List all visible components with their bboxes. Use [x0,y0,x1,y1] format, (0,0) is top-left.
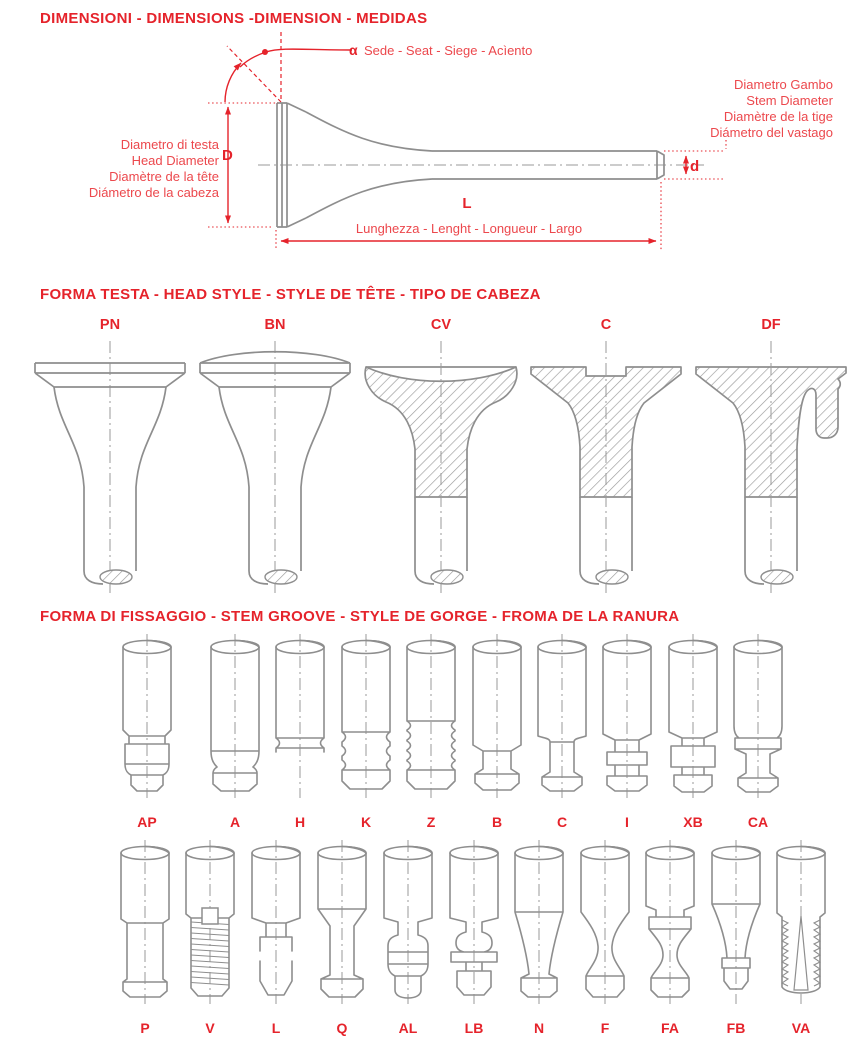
head-style-section-title: FORMA TESTA - HEAD STYLE - STYLE DE TÊTE - TIPO DE CABEZA [40,286,541,303]
stem-groove-code-A: A [229,814,241,830]
svg-text:Stem Diameter: Stem Diameter [746,93,833,108]
stem-groove-code-CA: CA [747,814,769,830]
stem-drawing-I [595,634,659,802]
seat-label: Sede - Seat - Siege - Acìento [364,43,533,58]
stem-groove-code-FB: FB [726,1020,746,1036]
stem-groove-item-VA [769,840,833,1036]
stem-groove-item-LB [442,840,506,1036]
stem-groove-code-L: L [271,1020,281,1036]
stem-drawing-V [178,840,242,1008]
dim-d: d [690,158,700,175]
stem-drawing-Q [310,840,374,1008]
alpha-symbol: α [349,42,358,58]
head-style-drawing-PN [27,339,193,595]
stem-groove-code-F: F [600,1020,610,1036]
stem-groove-code-C: C [556,814,568,830]
svg-text:Diámetro de la cabeza: Diámetro de la cabeza [88,185,219,200]
stem-groove-item-K [334,634,398,830]
stem-groove-item-Z [399,634,463,830]
stem-groove-item-C [530,634,594,830]
seat-angle-dot [262,49,268,55]
stem-groove-item-P [113,840,177,1036]
stem-drawing-P [113,840,177,1008]
stem-groove-item-H [268,634,332,830]
stem-groove-code-AP: AP [137,814,157,830]
stem-drawing-XB [661,634,725,802]
stem-groove-item-F [573,840,637,1036]
head-style-code-C: C [600,317,612,333]
dimensions-section-title: DIMENSIONI - DIMENSIONS -DIMENSION - MEDIDAS [40,10,428,27]
stem-drawing-LB [442,840,506,1008]
head-style-drawing-CV [358,339,524,595]
stem-drawing-C [530,634,594,802]
stem-drawing-H [268,634,332,802]
head-style-drawing-DF [688,339,854,595]
head-style-code-PN: PN [99,317,121,333]
svg-text:Diámetro del vastago: Diámetro del vastago [710,125,833,140]
stem-drawing-B [465,634,529,802]
dim-L: L [462,195,472,212]
stem-groove-code-P: P [140,1020,150,1036]
stem-drawing-F [573,840,637,1008]
stem-drawing-FA [638,840,702,1008]
dim-D: D [222,147,233,164]
stem-drawing-AL [376,840,440,1008]
stem-groove-item-B [465,634,529,830]
stem-groove-code-XB: XB [683,814,703,830]
stem-drawing-L [244,840,308,1008]
stem-groove-code-H: H [294,814,306,830]
head-style-drawing-BN [192,339,358,595]
valve-dimension-diagram [0,0,860,268]
stem-groove-item-CA [726,634,790,830]
head-style-code-BN: BN [264,317,286,333]
length-dimension [276,182,661,250]
stem-groove-code-VA: VA [791,1020,811,1036]
stem-groove-code-AL: AL [398,1020,418,1036]
stem-groove-item-FB [704,840,768,1036]
svg-text:Diametro Gambo: Diametro Gambo [734,77,833,92]
stem-groove-code-LB: LB [464,1020,484,1036]
stem-groove-code-N: N [533,1020,545,1036]
stem-groove-item-N [507,840,571,1036]
stem-groove-code-K: K [360,814,372,830]
stem-drawing-A [203,634,267,802]
head-style-drawing-C [523,339,689,595]
stem-groove-item-Q [310,840,374,1036]
head-style-code-CV: CV [430,317,452,333]
stem-drawing-VA [769,840,833,1008]
stem-groove-code-B: B [491,814,503,830]
stem-groove-code-FA: FA [661,1020,679,1036]
stem-groove-item-V [178,840,242,1036]
stem-groove-code-V: V [205,1020,215,1036]
length-label: Lunghezza - Lenght - Longueur - Largo [355,221,583,236]
svg-text:Diamètre de la tête: Diamètre de la tête [109,169,219,184]
stem-groove-item-A [203,634,267,830]
stem-drawing-K [334,634,398,802]
head-style-code-DF: DF [761,317,781,333]
stem-groove-code-Q: Q [336,1020,348,1036]
stem-drawing-N [507,840,571,1008]
stem-groove-section-title: FORMA DI FISSAGGIO - STEM GROOVE - STYLE DE GORGE - FROMA DE LA RANURA [40,608,680,625]
svg-text:Diamètre de la tige: Diamètre de la tige [723,109,833,124]
seat-angle-construction [225,32,352,102]
stem-groove-code-Z: Z [426,814,436,830]
stem-groove-item-AP [115,634,179,830]
stem-diameter-label [710,77,834,140]
stem-groove-item-XB [661,634,725,830]
stem-drawing-FB [704,840,768,1008]
stem-groove-code-I: I [625,814,629,830]
svg-text:Head Diameter: Head Diameter [131,153,219,168]
stem-drawing-Z [399,634,463,802]
svg-text:Diametro di testa: Diametro di testa [120,137,219,152]
head-diameter-label [89,137,220,200]
stem-drawing-AP [115,634,179,802]
stem-groove-item-I [595,634,659,830]
stem-groove-item-FA [638,840,702,1036]
stem-groove-item-L [244,840,308,1036]
stem-drawing-CA [726,634,790,802]
stem-groove-item-AL [376,840,440,1036]
